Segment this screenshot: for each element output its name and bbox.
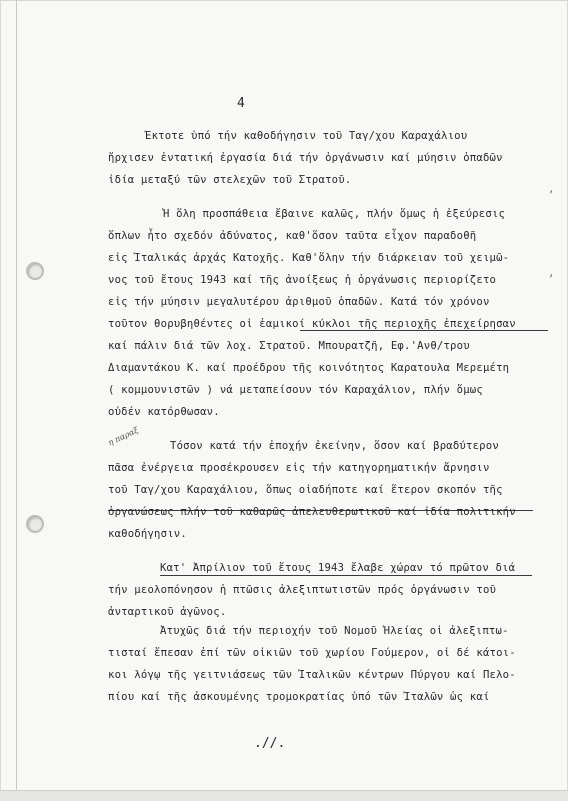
text-line: ὅπλων ἦτο σχεδόν ἀδύνατος, καθ'ὅσον ταῦτα εἶχον παραδοθῆ (108, 230, 477, 242)
text-line: ἤρχισεν ἐντατική ἐργασία διά τήν ὀργάνωσιν καί μύησιν ὁπαδῶν (108, 152, 503, 164)
margin-mark: , (548, 182, 555, 195)
text-line: καί πάλιν διά τῶν λοχ. Στρατοῦ. Μπουρατζῆ, Εφ.'Ανθ/τρου (108, 340, 470, 352)
text-line: Διαμαντάκου Κ. καί προέδρου τῆς κοινότητος Καρατουλα Μερεμέτη (108, 362, 510, 374)
page-fold-line (16, 0, 17, 800)
text-line: ( κομμουνιστῶν ) νά μεταπείσουν τόν Καραχάλιον, πλήν ὅμως (108, 384, 483, 396)
text-line: Κατ' Ἀπρίλιον τοῦ ἔτους 1943 ἔλαβε χώραν τό πρῶτον διά (160, 562, 516, 574)
text-line: εἰς Ἰταλικάς ἀρχάς Κατοχῆς. Καθ'ὅλην τήν διάρκειαν τοῦ χειμῶ- (108, 252, 510, 264)
text-line: κοι λόγῳ τῆς γειτνιάσεως τῶν Ἰταλικῶν κέντρων Πύργου καί Πελο- (108, 669, 516, 681)
text-line: καθοδήγησιν. (108, 528, 187, 540)
pen-underline (300, 330, 548, 331)
text-line: τήν μεολοπόνησον ἡ πτῶσις ἀλεξιπτωτιστῶν πρός ὀργάνωσιν τοῦ (108, 584, 497, 596)
punch-hole-bottom (26, 515, 44, 533)
page-number: 4 (237, 96, 245, 111)
text-line: οὐδέν κατόρθωσαν. (108, 406, 220, 418)
text-line: Ἀτυχῶς διά τήν περιοχήν τοῦ Νομοῦ Ἠλείας οἱ ἀλεξιπτω- (160, 625, 509, 637)
text-line: τοῦ Ταγ/χου Καραχάλιου, ὅπως οἱαδήποτε καί ἕτερον σκοπόν τῆς (108, 484, 503, 496)
text-line: Έκτοτε ὑπό τήν καθοδήγησιν τοῦ Ταγ/χου Καραχάλιου (145, 130, 468, 142)
handwritten-annotation: η παραξ (106, 425, 140, 448)
margin-mark: , (548, 266, 555, 279)
text-line: ἀνταρτικοῦ ἀγῶνος. (108, 606, 227, 618)
text-line: πίου καί τῆς ἀσκουμένης τρομοκρατίας ὑπό τῶν Ἰταλῶν ὡς καί (108, 691, 490, 703)
pen-underline (160, 575, 532, 576)
text-line: τοῦτον θορυβηθέντες οἱ ἐαμικοί κύκλοι τῆς περιοχῆς ἐπεχείρησαν (108, 318, 516, 330)
text-line: εἰς τήν μύησιν μεγαλυτέρου ἀριθμοῦ ὁπαδῶν. Κατά τόν χρόνον (108, 296, 490, 308)
text-line: Ἡ ὅλη προσπάθεια ἔβαινε καλῶς, πλήν ὅμως ἡ ἐξεύρεσις (163, 208, 506, 220)
text-line: ὀργανώσεως πλήν τοῦ καθαρῶς ἀπελευθερωτικοῦ καί ἰδία πολιτικήν (108, 506, 516, 518)
text-line: νος τοῦ ἔτους 1943 καί τῆς ἀνοίξεως ἡ ὀργάνωσις περιορίζετο (108, 274, 497, 286)
page-bottom-edge (0, 790, 568, 801)
text-line: πᾶσα ἐνέργεια προσέκρουσεν εἰς τήν κατηγορηματικήν ἄρνησιν (108, 462, 490, 474)
text-line: τισταί ἔπεσαν ἐπί τῶν οἰκιῶν τοῦ χωρίου Γούμερον, οἱ δέ κάτοι- (108, 647, 516, 659)
punch-hole-top (26, 262, 44, 280)
text-line: Τόσον κατά τήν ἐποχήν ἐκείνην, ὅσον καί βραδύτερον (170, 440, 499, 452)
end-mark: .//. (254, 736, 286, 751)
text-line: ἰδία μεταξύ τῶν στελεχῶν τοῦ Στρατοῦ. (108, 174, 352, 186)
